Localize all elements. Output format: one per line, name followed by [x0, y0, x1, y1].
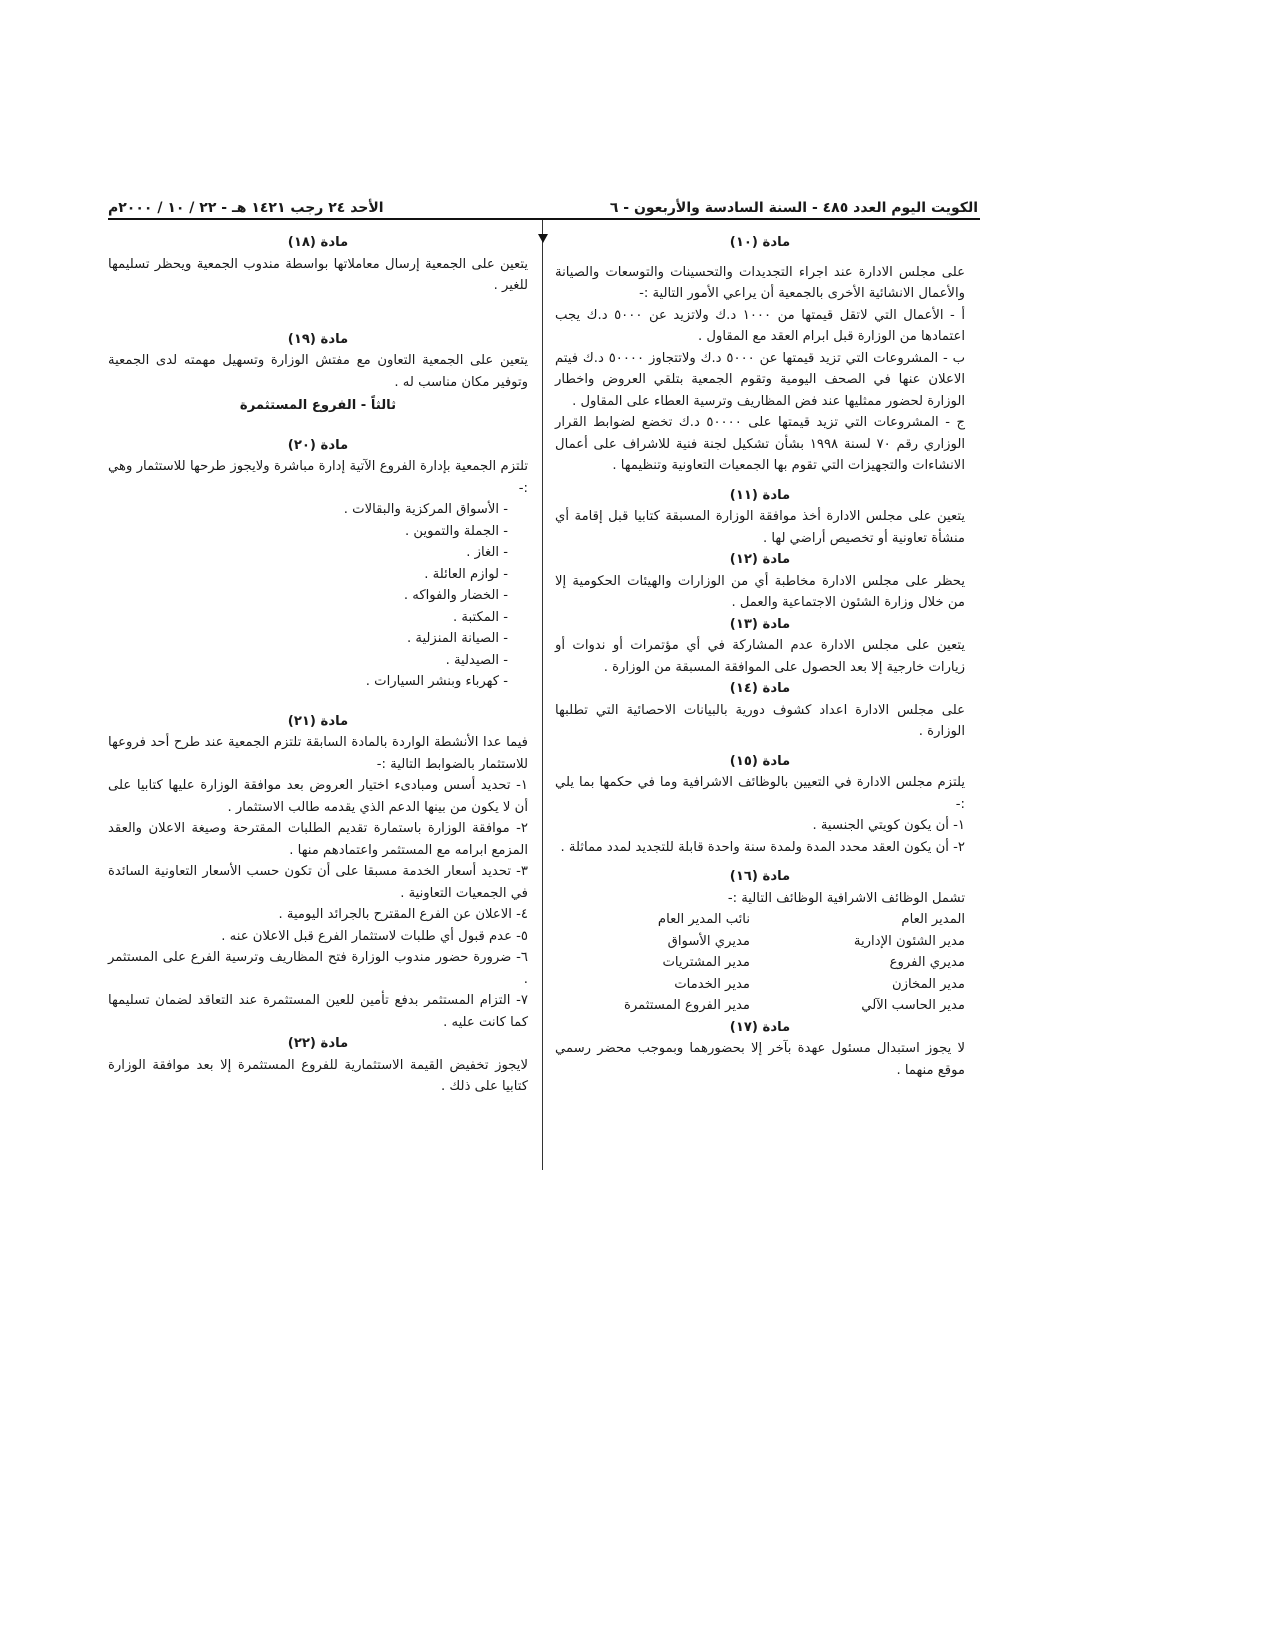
role-item: مدير الخدمات: [674, 976, 750, 992]
article-19-title: مادة (١٩): [287, 331, 349, 347]
article-15-item-1: ١- أن يكون كويتي الجنسية .: [812, 818, 965, 833]
article-21-item-2: ٢- موافقة الوزارة باستمارة تقديم الطلبات المقترحة وصيغة الاعلان والعقد المزمع ابرامه مع المستثمر واعتمادهم منها .: [108, 821, 528, 858]
role-item: مدير المشتريات: [662, 955, 750, 970]
article-14-text: على مجلس الادارة اعداد كشوف دورية بالبيانات الاحصائية التي تطلبها الوزارة .: [555, 702, 965, 739]
column-divider: [542, 220, 543, 1170]
article-10-b: ب - المشروعات التي تزيد قيمتها عن ٥٠٠٠ د.ك ولاتتجاوز ٥٠٠٠٠ د.ك فيتم الاعلان عنها في الصحف اليومية وتقوم الجمعية بتلقي العروض واخطار الوزارة لحضور ممثليها عند فض المظاريف وترسية العطاء على المقاول .: [555, 350, 965, 409]
article-14-title: مادة (١٤): [729, 681, 791, 696]
article-16-title: مادة (١٦): [729, 869, 791, 884]
role-item: مدير الحاسب الآلي: [861, 998, 965, 1013]
article-12-text: يحظر على مجلس الادارة مخاطبة أي من الوزارات والهيئات الحكومية إلا من خلال وزارة الشئون الاجتماعية والعمل .: [555, 573, 965, 610]
article-22-title: مادة (٢٢): [287, 1036, 349, 1051]
article-15-intro: يلتزم مجلس الادارة في التعيين بالوظائف الاشرافية وما في حكمها بما يلي :-: [555, 775, 965, 812]
role-item: مديري الأسواق: [667, 933, 750, 949]
article-17-title: مادة (١٧): [729, 1019, 791, 1035]
role-item: مديري الفروع: [889, 955, 965, 970]
article-13-title: مادة (١٣): [729, 616, 791, 632]
list-item: - كهرباء وبنشر السيارات .: [365, 674, 508, 689]
article-21-item-4: ٤- الاعلان عن الفرع المقترح بالجرائد اليومية .: [278, 907, 528, 922]
header-rule: [108, 218, 980, 220]
role-item: نائب المدير العام: [657, 912, 750, 927]
list-item: - الخضار والفواكه .: [403, 588, 508, 603]
left-column: [108, 232, 528, 1098]
article-17-text: لا يجوز استبدال مسئول عهدة بآخر إلا بحضورهما وبموجب محضر رسمي موقع منهما .: [555, 1041, 965, 1078]
article-12-title: مادة (١٢): [729, 552, 791, 567]
role-item: المدير العام: [901, 912, 965, 927]
article-21-item-1: ١- تحديد أسس ومبادىء اختيار العروض بعد موافقة الوزارة عليها كتابيا على أن لا يكون من بينها الدعم الذي يقدمه طالب الاستثمار .: [108, 778, 528, 815]
role-item: مدير المخازن: [891, 976, 965, 992]
list-item: - الجملة والتموين .: [405, 523, 508, 539]
article-10-intro: على مجلس الادارة عند اجراء التجديدات والتحسينات والتوسعات والصيانة والأعمال الانشائية الأخرى بالجمعية أن يراعي الأمور التالية :-: [555, 264, 965, 301]
list-item: - الصيدلية .: [445, 652, 508, 668]
article-19-text: يتعين على الجمعية التعاون مع مفتش الوزارة وتسهيل مهمته لدى الجمعية وتوفير مكان مناسب له .: [108, 353, 528, 390]
article-22-text: لايجوز تخفيض القيمة الاستثمارية للفروع المستثمرة إلا بعد موافقة الوزارة كتابيا على ذلك .: [108, 1057, 528, 1094]
article-11-text: يتعين على مجلس الادارة أخذ موافقة الوزارة المسبقة كتابيا قبل إقامة أي منشأة تعاونية أو تخصيص أراضي لها .: [555, 509, 965, 546]
supervisory-roles: [555, 909, 965, 1017]
role-item: مدير الشئون الإدارية: [853, 933, 965, 949]
article-10-a: أ - الأعمال التي لاتقل قيمتها من ١٠٠٠ د.ك ولاتزيد عن ٥٠٠٠ د.ك يجب اعتمادها من الوزارة قبل ابرام العقد مع المقاول .: [555, 307, 965, 344]
article-21-item-7: ٧- التزام المستثمر بدفع تأمين للعين المستثمرة عند التعاقد لضمان تسليمها كما كانت عليه .: [108, 993, 528, 1030]
list-item: - الغاز .: [466, 545, 508, 560]
article-15-title: مادة (١٥): [729, 753, 791, 769]
article-10-title: مادة (١٠): [729, 235, 791, 250]
direct-branches-list: [108, 499, 528, 693]
section-title-invested-branches: ثالثاً - الفروع المستثمرة: [239, 398, 397, 413]
header-issue: الكويت اليوم العدد ٤٨٥ - السنة السادسة والأربعون - ٦: [609, 200, 978, 216]
list-item: - الصيانة المنزلية .: [406, 631, 508, 646]
article-21-intro: فيما عدا الأنشطة الواردة بالمادة السابقة تلتزم الجمعية عند طرح أحد فروعها للاستثمار بالضوابط التالية :-: [108, 735, 528, 772]
list-item: - الأسواق المركزية والبقالات .: [343, 502, 508, 517]
article-21-item-3: ٣- تحديد أسعار الخدمة مسبقا على أن تكون حسب الأسعار التعاونية السائدة في الجمعيات التعاونية .: [108, 864, 528, 901]
list-item: - المكتبة .: [453, 609, 508, 625]
article-18-title: مادة (١٨): [287, 235, 349, 250]
article-15-item-2: ٢- أن يكون العقد محدد المدة ولمدة سنة واحدة قابلة للتجديد لمدد مماثلة .: [560, 839, 965, 855]
article-18-text: يتعين على الجمعية إرسال معاملاتها بواسطة مندوب الجمعية ويحظر تسليمها للغير .: [108, 256, 528, 293]
page-header: [108, 190, 978, 216]
article-21-item-6: ٦- ضرورة حضور مندوب الوزارة فتح المظاريف وترسية الفرع على المستثمر .: [108, 950, 528, 987]
article-16-intro: تشمل الوظائف الاشرافية الوظائف التالية :-: [727, 890, 965, 906]
article-21-title: مادة (٢١): [287, 713, 349, 729]
article-20-intro: تلتزم الجمعية بإدارة الفروع الآتية إدارة مباشرة ولايجوز طرحها للاستثمار وهي :-: [108, 459, 528, 496]
role-item: مدير الفروع المستثمرة: [623, 998, 750, 1013]
article-11-title: مادة (١١): [729, 487, 791, 503]
article-10-c: ج - المشروعات التي تزيد قيمتها على ٥٠٠٠٠ د.ك تخضع لضوابط القرار الوزاري رقم ٧٠ لسنة ١٩٩٨ بشأن تشكيل لجنة فنية للاشراف على أعمال الانشاءات والتجهيزات التي تقوم بها الجمعيات التعاونية وتنظيمها .: [555, 415, 965, 473]
header-date: الأحد ٢٤ رجب ١٤٢١ هـ - ٢٢ / ١٠ / ٢٠٠٠م: [108, 200, 384, 216]
article-21-item-5: ٥- عدم قبول أي طلبات لاستثمار الفرع قبل الاعلان عنه .: [221, 928, 528, 944]
right-column: [555, 232, 965, 1081]
article-20-title: مادة (٢٠): [287, 437, 349, 453]
article-13-text: يتعين على مجلس الادارة عدم المشاركة في أي مؤتمرات أو ندوات أو زيارات خارجية إلا بعد الحصول على الموافقة المسبقة من الوزارة .: [555, 638, 965, 675]
list-item: - لوازم العائلة .: [424, 566, 508, 582]
